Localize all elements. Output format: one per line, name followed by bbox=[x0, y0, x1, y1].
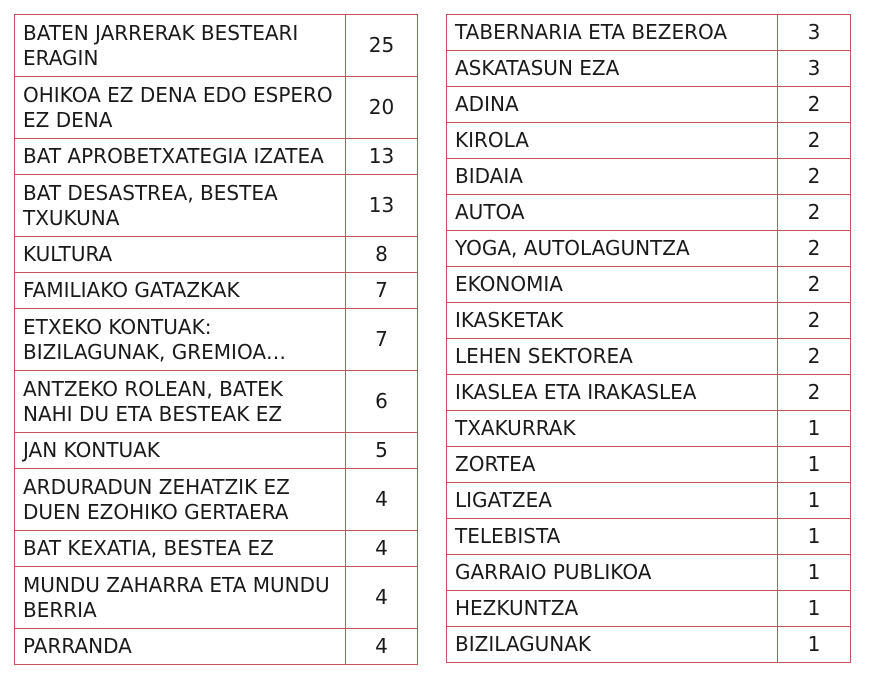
category-label: ANTZEKO ROLEAN, BATEK NAHI DU ETA BESTEAK EZ bbox=[15, 371, 346, 433]
category-count: 2 bbox=[778, 123, 851, 159]
table-row bbox=[447, 591, 851, 627]
table-row bbox=[447, 447, 851, 483]
table-row bbox=[447, 195, 851, 231]
category-count: 13 bbox=[346, 139, 418, 175]
category-label: HEZKUNTZA bbox=[447, 591, 778, 627]
category-count: 3 bbox=[778, 15, 851, 51]
category-label: KULTURA bbox=[15, 237, 346, 273]
category-label: IKASLEA ETA IRAKASLEA bbox=[447, 375, 778, 411]
table-row bbox=[447, 519, 851, 555]
table-row bbox=[15, 77, 418, 139]
category-label: TELEBISTA bbox=[447, 519, 778, 555]
category-count: 1 bbox=[778, 519, 851, 555]
category-count: 13 bbox=[346, 175, 418, 237]
category-label: BATEN JARRERAK BESTEARI ERAGIN bbox=[15, 15, 346, 77]
category-label: ADINA bbox=[447, 87, 778, 123]
category-count: 2 bbox=[778, 87, 851, 123]
table-row bbox=[447, 231, 851, 267]
category-label: ZORTEA bbox=[447, 447, 778, 483]
category-count: 2 bbox=[778, 339, 851, 375]
category-label: MUNDU ZAHARRA ETA MUNDU BERRIA bbox=[15, 567, 346, 629]
table-row bbox=[15, 15, 418, 77]
table-row bbox=[447, 51, 851, 87]
category-count: 2 bbox=[778, 375, 851, 411]
table-row bbox=[447, 339, 851, 375]
category-count: 2 bbox=[778, 159, 851, 195]
category-count: 3 bbox=[778, 51, 851, 87]
table-row bbox=[15, 273, 418, 309]
category-label: LIGATZEA bbox=[447, 483, 778, 519]
category-label: LEHEN SEKTOREA bbox=[447, 339, 778, 375]
table-row bbox=[447, 375, 851, 411]
table-row bbox=[447, 123, 851, 159]
category-label: ARDURADUN ZEHATZIK EZ DUEN EZOHIKO GERTAERA bbox=[15, 469, 346, 531]
category-count: 4 bbox=[346, 629, 418, 665]
category-count: 4 bbox=[346, 469, 418, 531]
table-row bbox=[15, 433, 418, 469]
category-count: 5 bbox=[346, 433, 418, 469]
category-count: 1 bbox=[778, 483, 851, 519]
category-label: BAT DESASTREA, BESTEA TXUKUNA bbox=[15, 175, 346, 237]
category-label: BIDAIA bbox=[447, 159, 778, 195]
category-label: IKASKETAK bbox=[447, 303, 778, 339]
category-count: 4 bbox=[346, 567, 418, 629]
right-table bbox=[446, 14, 851, 663]
category-label: EKONOMIA bbox=[447, 267, 778, 303]
table-row bbox=[15, 237, 418, 273]
table-row bbox=[15, 567, 418, 629]
category-count: 2 bbox=[778, 231, 851, 267]
category-count: 7 bbox=[346, 309, 418, 371]
table-row bbox=[447, 303, 851, 339]
category-count: 2 bbox=[778, 303, 851, 339]
table-row bbox=[15, 175, 418, 237]
table-row bbox=[15, 469, 418, 531]
table-row bbox=[15, 371, 418, 433]
table-row bbox=[447, 411, 851, 447]
category-label: ETXEKO KONTUAK: BIZILAGUNAK, GREMIOA… bbox=[15, 309, 346, 371]
category-count: 1 bbox=[778, 411, 851, 447]
table-row bbox=[15, 629, 418, 665]
category-label: TABERNARIA ETA BEZEROA bbox=[447, 15, 778, 51]
category-label: BAT KEXATIA, BESTEA EZ bbox=[15, 531, 346, 567]
table-row bbox=[447, 627, 851, 663]
category-label: OHIKOA EZ DENA EDO ESPERO EZ DENA bbox=[15, 77, 346, 139]
category-count: 7 bbox=[346, 273, 418, 309]
table-row bbox=[447, 555, 851, 591]
table-row bbox=[447, 159, 851, 195]
category-count: 1 bbox=[778, 591, 851, 627]
table-row bbox=[447, 267, 851, 303]
category-label: BAT APROBETXATEGIA IZATEA bbox=[15, 139, 346, 175]
category-label: PARRANDA bbox=[15, 629, 346, 665]
category-count: 2 bbox=[778, 195, 851, 231]
table-row bbox=[15, 139, 418, 175]
category-label: AUTOA bbox=[447, 195, 778, 231]
category-label: JAN KONTUAK bbox=[15, 433, 346, 469]
left-table bbox=[14, 14, 418, 665]
category-label: FAMILIAKO GATAZKAK bbox=[15, 273, 346, 309]
category-count: 6 bbox=[346, 371, 418, 433]
category-label: ASKATASUN EZA bbox=[447, 51, 778, 87]
category-label: TXAKURRAK bbox=[447, 411, 778, 447]
category-label: KIROLA bbox=[447, 123, 778, 159]
table-row bbox=[15, 309, 418, 371]
table-row bbox=[447, 87, 851, 123]
table-row bbox=[447, 483, 851, 519]
category-count: 1 bbox=[778, 555, 851, 591]
category-label: BIZILAGUNAK bbox=[447, 627, 778, 663]
category-label: YOGA, AUTOLAGUNTZA bbox=[447, 231, 778, 267]
category-count: 2 bbox=[778, 267, 851, 303]
category-count: 4 bbox=[346, 531, 418, 567]
category-count: 1 bbox=[778, 447, 851, 483]
category-count: 20 bbox=[346, 77, 418, 139]
category-label: GARRAIO PUBLIKOA bbox=[447, 555, 778, 591]
category-count: 25 bbox=[346, 15, 418, 77]
category-count: 1 bbox=[778, 627, 851, 663]
table-row bbox=[15, 531, 418, 567]
category-count: 8 bbox=[346, 237, 418, 273]
table-row bbox=[447, 15, 851, 51]
